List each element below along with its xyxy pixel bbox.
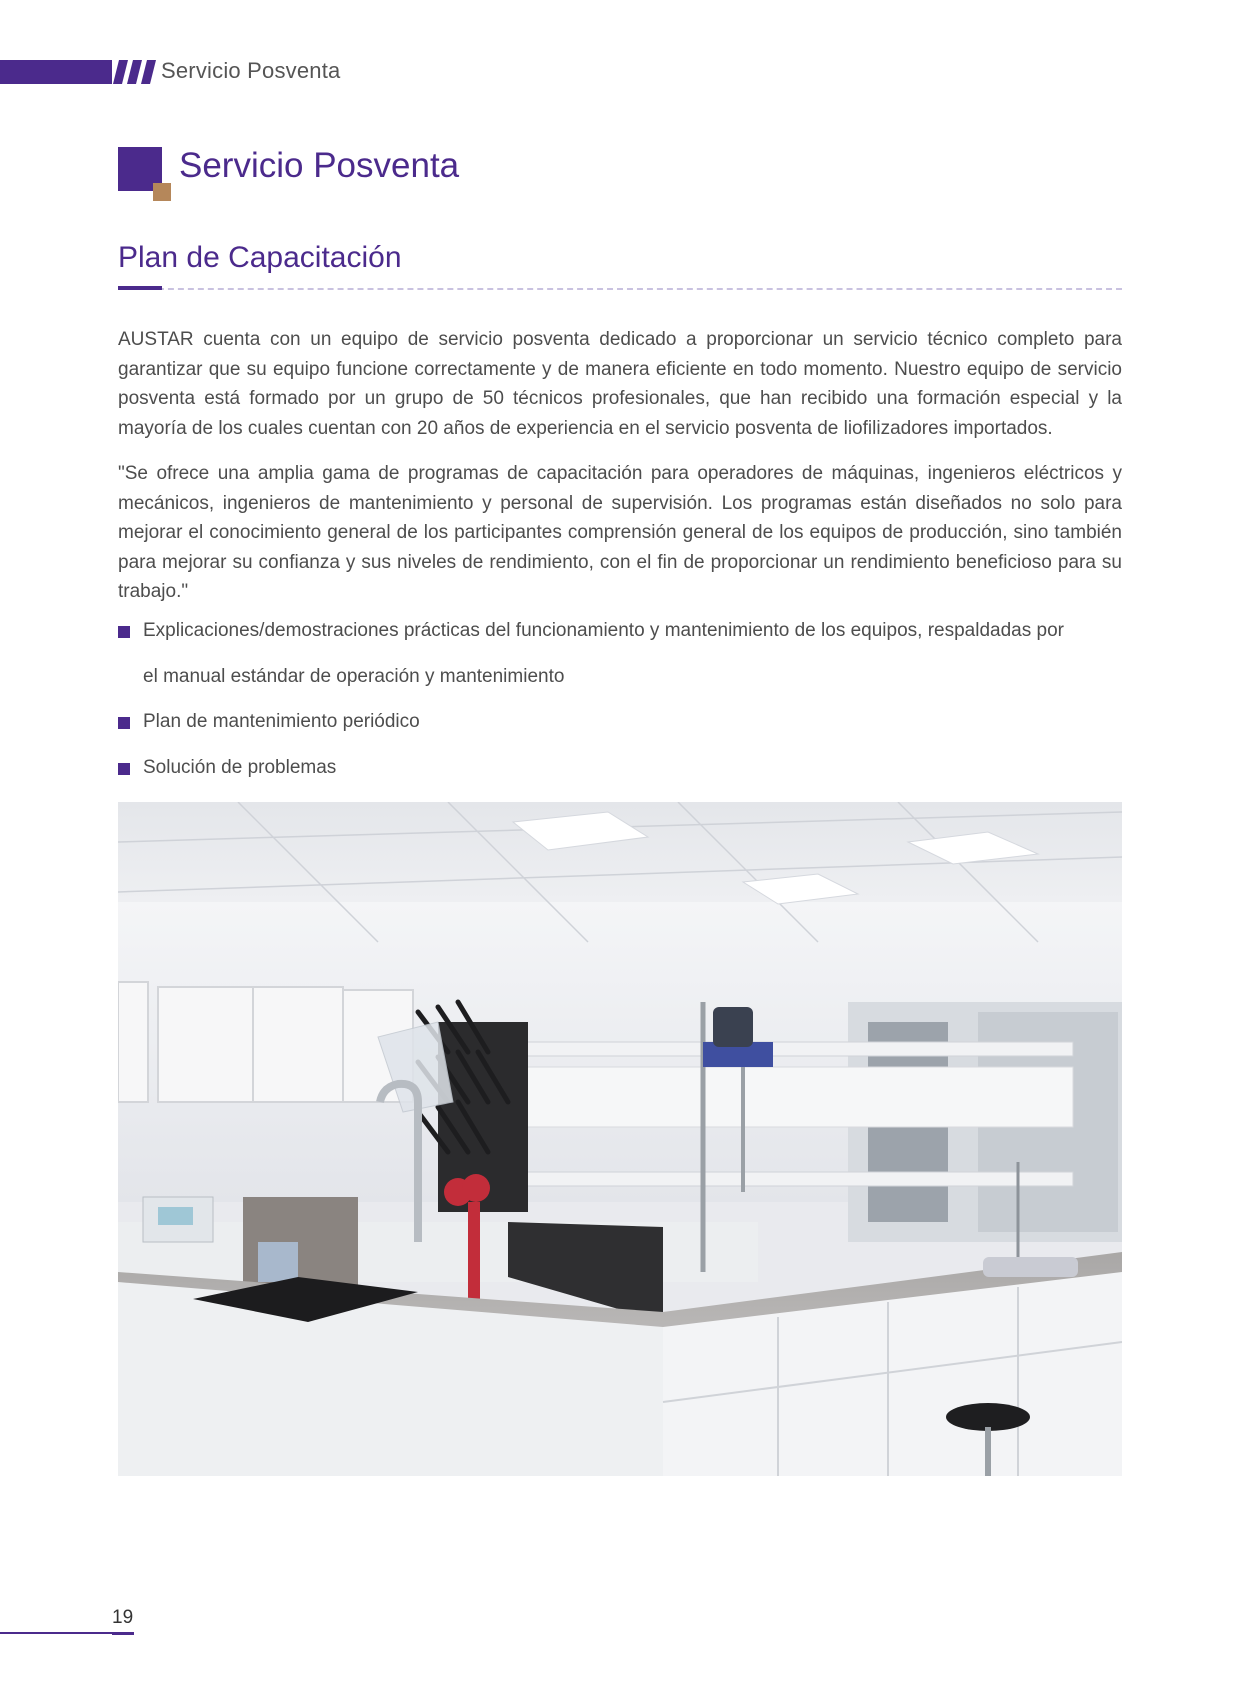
list-item-text: Plan de mantenimiento periódico [143,711,420,732]
subsection-divider [118,288,1122,290]
bullet-square-icon [118,763,130,775]
section-title: Servicio Posventa [179,146,460,185]
page-number: 19 [112,1607,134,1628]
header-slash [141,60,156,84]
paragraph-training: "Se ofrece una amplia gama de programas de capacitación para operadores de máquinas, ingenieros eléctricos y mecánicos, ingenieros de mantenimiento y personal de supervisión. Los programas están diseñados no solo para mejorar el conocimiento general de los participantes comprensión general de los equipos de producción, sino también para mejorar su confianza y sus niveles de rendimiento, con el fin de proporcionar un rendimiento beneficioso para su trabajo." [118,463,1122,602]
bullet-square-icon [118,626,130,638]
list-item-text: Explicaciones/demostraciones prácticas del funcionamiento y mantenimiento de los equipos, respaldadas por [143,620,1064,641]
section-marker-accent [153,183,171,201]
bullet-square-icon [118,717,130,729]
paragraph-intro: AUSTAR cuenta con un equipo de servicio posventa dedicado a proporcionar un servicio técnico completo para garantizar que su equipo funcione correctamente y de manera eficiente en todo momento. Nuestro equipo de servicio posventa está formado por un grupo de 50 técnicos profesionales, que han recibido una formación especial y la mayoría de los cuales cuentan con 20 años de experiencia en el servicio posventa de liofilizadores importados. [118,329,1122,439]
header-title: Servicio Posventa [161,58,341,83]
page-number-underline [112,1632,134,1635]
subsection-title: Plan de Capacitación [118,241,402,274]
laboratory-photo [118,802,1122,1476]
header-bar [0,60,112,84]
subsection-divider-accent [118,286,162,290]
list-item-text: Solución de problemas [143,757,337,778]
header-slash [127,60,142,84]
list-item-text-continued: el manual estándar de operación y mantenimiento [143,666,565,687]
header-slash [113,60,128,84]
